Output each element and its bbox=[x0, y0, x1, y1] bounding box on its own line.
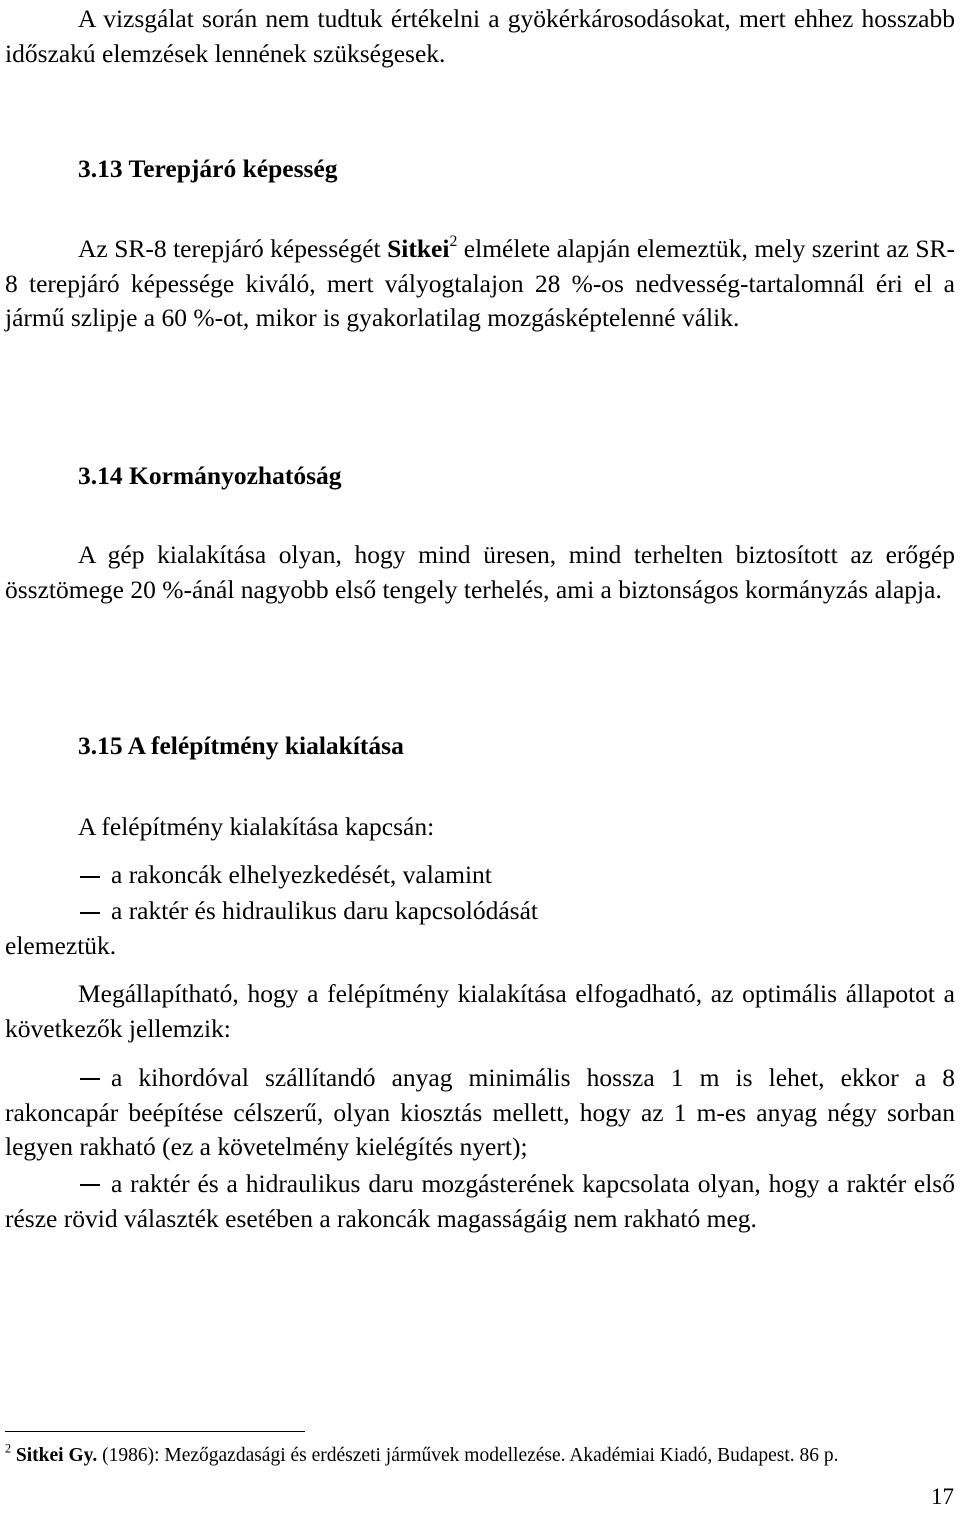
footnote bbox=[5, 1441, 839, 1468]
steering-text: A gép kialakítása olyan, hogy mind üresen, mind terhelten biztosított az erőgép össztömege 20 %-ánál nagyobb első tengely terhelés, ami a biztonságos kormányzás alapja. bbox=[5, 540, 955, 604]
dash-bullet-1 bbox=[80, 876, 100, 878]
footnote-author: Sitkei Gy. bbox=[15, 1445, 98, 1466]
terrain-text-start: Az SR-8 terepjáró képességét bbox=[78, 234, 388, 263]
list-item-2: a raktér és hidraulikus daru kapcsolódását bbox=[111, 896, 538, 925]
terrain-text-end: elmélete alapján elemeztük, mely szerint az SR-8 terepjáró képessége kiváló, mert vályogtalajon 28 %-os nedvesség-tartalomnál éri el a jármű szlipje a 60 %-ot, mikor is gyakorlatilag mozgásképtelenné válik. bbox=[5, 234, 955, 333]
terrain-paragraph bbox=[5, 232, 955, 336]
intro-paragraph bbox=[5, 2, 955, 71]
reference-name: Sitkei bbox=[387, 234, 450, 263]
finding-text-1: a kihordóval szállítandó anyag minimális hossza 1 m is lehet, ekkor a 8 rakoncapár beépítése célszerű, olyan kiosztás mellett, hogy az 1 m-es anyag négy sorban legyen rakható (ez a követelmény kielégítés nyert); bbox=[5, 1063, 955, 1162]
conclusion-text: Megállapítható, hogy a felépítmény kialakítása elfogadható, az optimális állapotot a következők jellemzik: bbox=[5, 979, 955, 1043]
finding-item-2 bbox=[5, 1167, 955, 1236]
footnote-marker: 2 bbox=[449, 232, 458, 250]
page-number: 17 bbox=[931, 1484, 954, 1509]
superstructure-intro: A felépítmény kialakítása kapcsán: bbox=[78, 812, 435, 841]
section-heading-3-15: 3.15 A felépítmény kialakítása bbox=[78, 731, 404, 760]
conclusion-paragraph bbox=[5, 977, 955, 1046]
steering-paragraph bbox=[5, 538, 955, 607]
footnote-text: (1986): Mezőgazdasági és erdészeti járművek modellezése. Akadémiai Kiadó, Budapest. 86 p. bbox=[97, 1445, 839, 1466]
section-heading-3-14: 3.14 Kormányozhatóság bbox=[78, 461, 342, 490]
dash-bullet-2 bbox=[80, 912, 100, 914]
finding-text-2: a raktér és a hidraulikus daru mozgásterének kapcsolata olyan, hogy a raktér első része rövid választék esetében a rakoncák magasságáig nem rakható meg. bbox=[5, 1169, 955, 1233]
intro-paragraph-text: A vizsgálat során nem tudtuk értékelni a gyökérkárosodásokat, mert ehhez hosszabb időszakú elemzések lennének szükségesek. bbox=[5, 4, 955, 68]
closing-word: elemeztük. bbox=[5, 931, 117, 960]
list-item-1: a rakoncák elhelyezkedését, valamint bbox=[111, 860, 492, 889]
footnote-number: 2 bbox=[5, 1441, 12, 1456]
finding-item-1 bbox=[5, 1061, 955, 1165]
section-heading-3-13: 3.13 Terepjáró képesség bbox=[78, 154, 338, 183]
footnote-separator bbox=[5, 1431, 305, 1432]
